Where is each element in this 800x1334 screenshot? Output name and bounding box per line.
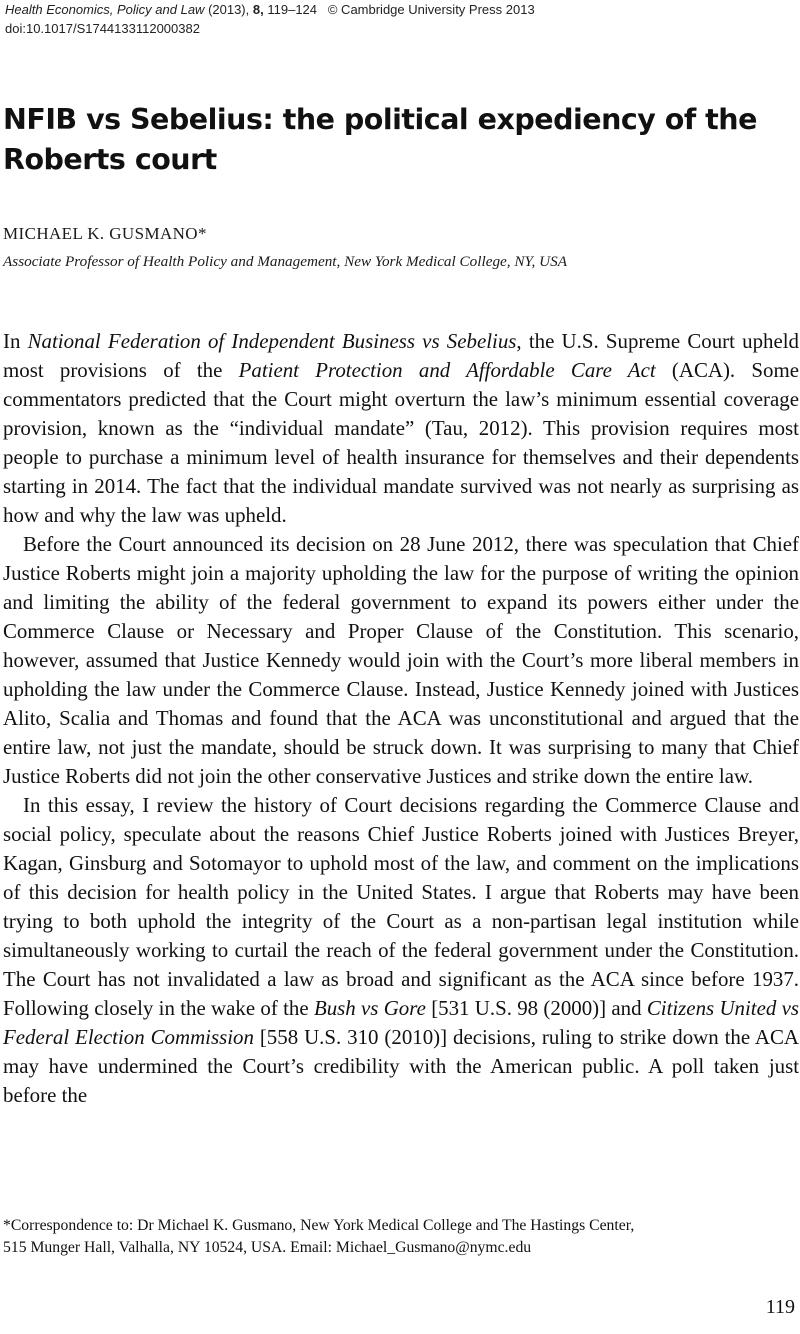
journal-volume: 8,	[252, 2, 264, 17]
citation-line	[5, 0, 795, 19]
journal-name: Health Economics, Policy and Law	[5, 2, 205, 17]
footnote-line-2: 515 Munger Hall, Valhalla, NY 10524, USA. Email: Michael_Gusmano@nymc.edu	[3, 1239, 532, 1256]
footnote-line-1: *Correspondence to: Dr Michael K. Gusmano, New York Medical College and The Hastings Center,	[3, 1217, 635, 1234]
paragraph-2: Before the Court announced its decision on 28 June 2012, there was speculation that Chief Justice Roberts might join a majority upholding the law for the purpose of writing the opinion and limiting the ability of the federal government to expand its powers either under the Commerce Clause or Necessary and Proper Clause of the Constitution. This scenario, however, assumed that Justice Kennedy would join with the Court’s more liberal members in upholding the law under the Commerce Clause. Instead, Justice Kennedy joined with Justices Alito, Scalia and Thomas and found that the ACA was unconstitutional and argued that the entire law, not just the mandate, should be struck down. It was surprising to many that Chief Justice Roberts did not join the other conservative Justices and strike down the entire law.	[3, 532, 799, 788]
paragraph-3	[3, 791, 799, 1110]
act-name-ppaca: Patient Protection and Affordable Care Act	[238, 358, 656, 382]
p1-text-a: In	[3, 329, 28, 353]
doi: doi:10.1017/S1744133112000382	[5, 21, 200, 36]
journal-year: (2013),	[208, 2, 250, 17]
journal-header	[5, 0, 795, 38]
copyright-notice: © Cambridge University Press 2013	[327, 2, 535, 17]
paragraph-1	[3, 327, 799, 530]
article-title: NFIB vs Sebelius: the political expediency of the Roberts court	[3, 103, 757, 176]
author-name: MICHAEL K. GUSMANO*	[3, 224, 207, 243]
case-name-bush-gore: Bush vs Gore	[313, 996, 426, 1020]
article-body	[3, 327, 799, 1110]
case-name-nfib: National Federation of Independent Business vs Sebelius	[27, 329, 517, 353]
journal-pages: 119–124	[267, 2, 318, 17]
p3-text-c: [558 U.S. 310 (2010)] decisions, ruling to strike down the ACA may have undermined the Court’s credibility with the American public. A poll taken just before the	[3, 1025, 800, 1107]
p1-text-b: , the U.S. Supreme Court upheld most provisions of the	[3, 329, 799, 382]
footnote-divider	[0, 1204, 800, 1205]
p3-text-b: [531 U.S. 98 (2000)] and	[425, 996, 647, 1020]
p3-text-a: In this essay, I review the history of Court decisions regarding the Commerce Clause and social policy, speculate about the reasons Chief Justice Roberts joined with Justices Breyer, Kagan, Ginsburg and Sotomayor to uphold most of the law, and comment on the implications of this decision for health policy in the United States. I argue that Roberts may have been trying to both uphold the integrity of the Court as a non-partisan legal institution while simultaneously working to curtail the reach of the federal government under the Constitution. The Court has not invalidated a law as broad and significant as the ACA since before 1937. Following closely in the wake of the	[3, 793, 799, 1020]
page-number: 119	[765, 1296, 795, 1318]
p1-text-c: (ACA). Some commentators predicted that the Court might overturn the law’s minimum essential coverage provision, known as the “individual mandate” (Tau, 2012). This provision requires most people to purchase a minimum level of health insurance for themselves and their dependents starting in 2014. The fact that the individual mandate survived was not nearly as surprising as how and why the law was upheld.	[3, 358, 799, 527]
case-name-citizens-united: Citizens United vs Federal Election Commission	[3, 996, 800, 1049]
author-affiliation: Associate Professor of Health Policy and Management, New York Medical College, NY, USA	[3, 253, 567, 270]
correspondence-footnote	[3, 1215, 799, 1259]
